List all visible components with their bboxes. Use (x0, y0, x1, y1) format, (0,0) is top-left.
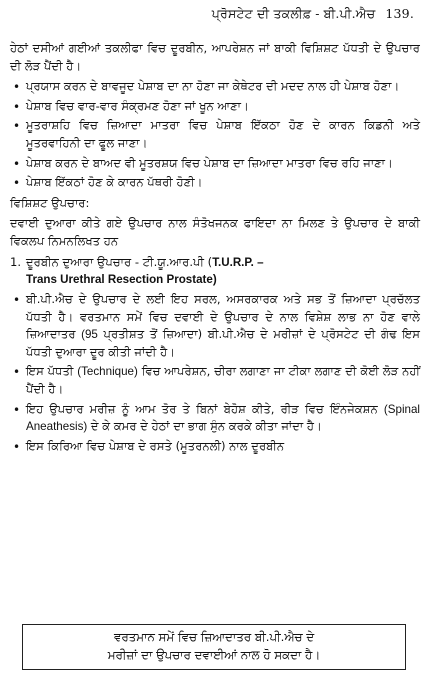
body-text (10, 40, 420, 458)
numbered-item-text: ਦੂਰਬੀਨ ਦੁਆਰਾ ਉਪਚਾਰ - ਟੀ.ਯੂ.ਆਰ.ਪੀ ( (26, 254, 213, 269)
list-item (10, 155, 420, 173)
list-item-latin: (95 (81, 328, 98, 342)
bullet-marker: • (13, 119, 21, 134)
running-header (212, 6, 414, 22)
bullet-marker: • (13, 176, 21, 191)
list-item-text: ਪੇਸ਼ਾਬ ਕਰਨ ਦੇ ਬਾਅਦ ਵੀ ਮੂਤਰਸ਼ਯ ਵਿਚ ਪੇਸ਼ਾਬ ਦਾ ਜ਼ਿਆਦਾ ਮਾਤਰਾ ਵਿਚ ਰਹਿ ਜਾਣਾ। (26, 155, 393, 170)
intro-paragraph: ਹੇਠਾਂ ਦਸੀਆਂ ਗਈਆਂ ਤਕਲੀਫਾ ਵਿਚ ਦੂਰਬੀਨ, ਆਪਰੇਸ਼ਨ ਜਾਂ ਬਾਕੀ ਵਿਸ਼ਿਸ਼ਟ ਪੱਧਤੀ ਦੇ ਉਪਚਾਰ ਦੀ ਲੋੜ ਪੈਂਦੀ ਹੈ। (10, 41, 420, 73)
header-separator: - (315, 6, 320, 21)
bullet-marker: • (13, 402, 21, 417)
list-item (10, 438, 420, 456)
list-item-text-cont: ਦੇ ਕੇ ਕਮਰ ਦੇ ਹੇਠਾਂ ਦਾ ਭਾਗ ਸੁੰਨ ਕਰਕੇ ਕੀਤਾ ਜਾਂਦਾ ਹੈ। (90, 419, 322, 434)
treatment-options-paragraph: ਦਵਾਈ ਦੁਆਰਾ ਕੀਤੇ ਗਏ ਉਪਚਾਰ ਨਾਲ ਸੰਤੋਖਜਨਕ ਫਾਇਦਾ ਨਾ ਮਿਲਣ ਤੇ ਉਪਚਾਰ ਦੇ ਬਾਕੀ ਵਿਕਲਪ ਨਿਮਨਲਿਖਤ ਹਨ (10, 216, 420, 249)
indications-list (10, 78, 420, 192)
callout-box (22, 624, 406, 670)
list-item (10, 78, 420, 96)
turp-full-name: Trans Urethral Resection Prostate (26, 273, 213, 287)
list-item-text: ਇਸ ਕਿਰਿਆ ਵਿਚ ਪੇਸ਼ਾਬ ਦੇ ਰਸਤੇ (ਮੂਤਰਨਲੀ) ਨਾਲ ਦੂਰਬੀਨ (26, 438, 285, 453)
list-item (10, 98, 420, 116)
list-item-text: ਇਸ ਪੱਧਤੀ (26, 364, 74, 379)
header-title-right: ਬੀ.ਪੀ.ਐਚ (323, 6, 376, 21)
bullet-marker: • (13, 80, 21, 95)
list-item (10, 363, 420, 398)
subheading: ਵਿਸ਼ਿਸ਼ਟ ਉਪਚਾਰ: (10, 195, 90, 210)
list-item (10, 291, 420, 361)
callout-line-2: ਮਰੀਜ਼ਾਂ ਦਾ ਉਪਚਾਰ ਦਵਾਈਆਂ ਨਾਲ ਹੋ ਸਕਦਾ ਹੈ। (107, 648, 321, 663)
list-item-text: ਮੂਤਰਾਸ਼ਹਿ ਵਿਚ ਜ਼ਿਆਦਾ ਮਾਤਰਾ ਵਿਚ ਪੇਸ਼ਾਬ ਇੱਕਠਾ ਹੋਣ ਦੇ ਕਾਰਨ ਕਿਡਨੀ ਅਤੇ ਮੂਤਰਵਾਹਿਨੀ ਦਾ ਫੂਲ ਜਾਣਾ। (26, 118, 420, 151)
page-number: 139. (385, 6, 414, 21)
bullet-marker: • (13, 365, 21, 380)
turp-details-list (10, 291, 420, 455)
list-item-latin: (Technique) (77, 365, 138, 379)
list-item-text: ਇਹ ਉਪਚਾਰ ਮਰੀਜ਼ ਨੂੰ ਆਮ ਤੋਰ ਤੇ ਬਿਨਾਂ ਬੇਹੋਸ਼ ਕੀਤੇ, ਰੀੜ ਵਿਚ ਇੰਨਜੇਕਸ਼ਨ (26, 401, 378, 416)
list-item (10, 117, 420, 152)
list-item (10, 174, 420, 192)
list-item-latin: (Spinal Aneathesis) (26, 402, 420, 434)
list-item-text-cont: ਵਿਚ ਆਪਰੇਸ਼ਨ, ਚੀਰਾ ਲਗਾਣਾ ਜਾ ਟੀਕਾ ਲਗਾਣ ਦੀ ਕੋਈ ਲੋੜ ਨਹੀਂ ਪੈਂਦੀ ਹੈ। (26, 364, 421, 396)
numbered-item-turp (10, 254, 420, 289)
bullet-marker: • (13, 156, 21, 171)
header-title-left: ਪ੍ਰੋਸਟੇਟ ਦੀ ਤਕਲੀਫ਼ (211, 6, 312, 21)
list-item-text: ਪ੍ਰਯਾਸ ਕਰਨ ਦੇ ਬਾਵਜੂਦ ਪੇਸ਼ਾਬ ਦਾ ਨਾ ਹੋਣਾ ਜਾ ਕੇਥੇਟਰ ਦੀ ਮਦਦ ਨਾਲ ਹੀ ਪੇਸ਼ਾਬ ਹੋਣਾ। (26, 79, 400, 94)
list-item-text: ਪੇਸ਼ਾਬ ਵਿਚ ਵਾਰ-ਵਾਰ ਸੰਕ੍ਰਮਣ ਹੋਣਾ ਜਾਂ ਖੂਨ ਆਣਾ। (26, 98, 249, 113)
list-item-text: ਬੀ.ਪੀ.ਐਚ ਦੇ ਉਪਚਾਰ ਦੇ ਲਈ ਇਹ ਸਰਲ, ਅਸਰਕਾਰਕ ਅਤੇ ਸਭ ਤੋਂ ਜ਼ਿਆਦਾ ਪ੍ਰਚੱਲਤ ਪੱਧਤੀ ਹੈ। ਵਰਤਮਾਨ ਸਮੇਂ ਵਿਚ ਦਵਾਈ ਦੇ ਉਪਚਾਰ ਦੇ ਨਾਲ ਵਿਸ਼ੇਸ਼ ਲਾਭ ਨਾ ਹੋਣ ਵਾਲੇ ਜ਼ਿਆਦਾਤਰ (26, 291, 420, 342)
turp-abbreviation: T.U.R.P. – (212, 255, 264, 269)
bullet-marker: • (13, 439, 21, 454)
bullet-marker: • (13, 99, 21, 114)
number-marker: 1. (10, 254, 22, 269)
list-item-text-cont: ਪ੍ਰਤੀਸ਼ਤ ਤੋਂ ਜ਼ਿਆਦਾ) ਬੀ.ਪੀ.ਐਚ ਦੇ ਮਰੀਜ਼ਾਂ ਦੇ ਪ੍ਰੋਸਟੇਟ ਦੀ ਗੰਢ ਇਸ ਪੱਧਤੀ ਦੁਆਰਾ ਦੂਰ ਕੀਤੀ ਜਾਂਦੀ ਹੈ। (26, 327, 421, 359)
list-item-text: ਪੇਸ਼ਾਬ ਇੱਕਠਾਂ ਹੋਣ ਕੇ ਕਾਰਨ ਪੱਥਰੀ ਹੋਣੀ। (26, 175, 203, 190)
closing-paren: ) (212, 273, 217, 287)
callout-line-1: ਵਰਤਮਾਨ ਸਮੇਂ ਵਿਚ ਜ਼ਿਆਦਾਤਰ ਬੀ.ਪੀ.ਐਚ ਦੇ (113, 630, 315, 644)
bullet-marker: • (13, 292, 21, 307)
list-item (10, 401, 420, 436)
